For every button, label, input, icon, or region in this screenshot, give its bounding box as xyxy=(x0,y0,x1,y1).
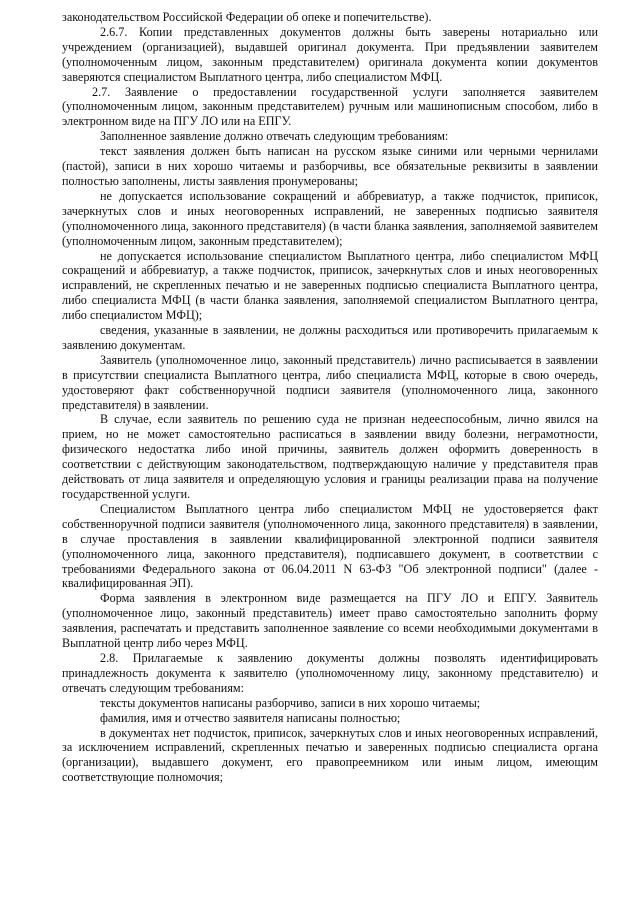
paragraph-requirement-no-abbreviations-specialist: не допускается использование специалистом Выплатного центра, либо специалистом МФЦ сокращений и аббревиатур, а также подчисток, приписок, зачеркнутых слов и иных неоговоренных исправлений, не скрепленных печатью и не заверенных подписью специалиста Выплатного центра, либо специалиста МФЦ (в части бланка заявления, заполняемой специалистом Выплатного центра, либо специалистом МФЦ); xyxy=(62,248,598,323)
paragraph-2-7: 2.7. Заявление о предоставлении государственной услуги заполняется заявителем (уполномоченным лицом, законным представителем) ручным или машинописным способом, либо в электронном виде на ПГУ ЛО или на ЕПГУ. xyxy=(62,84,598,129)
paragraph-requirement-text: текст заявления должен быть написан на русском языке синими или черными чернилами (пастой), записи в них хорошо читаемы и разборчивы, все обязательные реквизиты в заявлении полностью заполнены, листы заявления пронумерованы; xyxy=(62,144,598,188)
paragraph-continuation: законодательством Российской Федерации об опеке и попечительстве). xyxy=(62,10,432,24)
paragraph-doc-requirement-no-corrections: в документах нет подчисток, приписок, зачеркнутых слов и иных неоговоренных исправлений, за исключением исправлений, скрепленных печатью и заверенных подписью специалиста органа (организации), выдавшего документ, его правопреемником или иным лицом, имеющим соответствующие полномочия; xyxy=(62,725,598,785)
paragraph-applicant-signature: Заявитель (уполномоченное лицо, законный представитель) лично расписывается в заявлении в присутствии специалиста Выплатного центра, либо специалиста МФЦ, которые в свою очередь, удостоверяют факт собственноручной подписи заявителя (уполномоченного лица, законного представителя) в заявлении. xyxy=(62,352,598,412)
paragraph-doc-requirement-legible: тексты документов написаны разборчиво, записи в них хорошо читаемы; xyxy=(100,695,481,710)
paragraph-2-8: 2.8. Прилагаемые к заявлению документы должны позволять идентифицировать принадлежность документа к заявителю (уполномоченному лицу, законному представителю) и отвечать следующим требованиям: xyxy=(62,650,598,695)
paragraph-power-of-attorney: В случае, если заявитель по решению суда не признан недееспособным, лично явился на прием, но не может самостоятельно расписаться в заявлении ввиду болезни, неграмотности, физического недостатка либо иной причины, заявитель должен оформить доверенность в соответствии с действующим законодательством, подтверждающую наличие у представителя прав действовать от лица заявителя и определяющую условия и границы реализации права на получение государственной услуги. xyxy=(62,412,598,501)
paragraph-requirement-consistency: сведения, указанные в заявлении, не должны расходиться или противоречить прилагаемым к заявлению документам. xyxy=(62,323,598,352)
paragraph-doc-requirement-full-name: фамилия, имя и отчество заявителя написаны полностью; xyxy=(100,710,401,725)
paragraph-requirement-no-abbreviations-applicant: не допускается использование сокращений и аббревиатур, а также подчисток, приписок, зачеркнутых слов и иных неоговоренных исправлений, не заверенных подписью заявителя (уполномоченного лица, законного представителя) (в части бланка заявления, заполняемой заявителем (уполномоченным лицом, законным представителем); xyxy=(62,188,598,248)
paragraph-electronic-signature: Специалистом Выплатного центра либо специалистом МФЦ не удостоверяется факт собственноручной подписи заявителя (уполномоченного лица, законного представителя) в заявлении, в случае проставления в заявлении квалифицированной электронной подписи заявителя (уполномоченного лица, законного представителя), подписавшего документ, в соответствии с требованиями Федерального закона от 06.04.2011 N 63-ФЗ "Об электронной подписи" (далее - квалифицированная ЭП). xyxy=(62,501,598,591)
paragraph-2-6-7: 2.6.7. Копии представленных документов должны быть заверены нотариально или учреждением (организацией), выдавшей оригинал документа. При предъявлении заявителем (уполномоченным лицом, законным представителем) оригинала документа копии документов заверяются специалистом Выплатного центра, либо специалистом МФЦ. xyxy=(62,24,598,84)
paragraph-electronic-form: Форма заявления в электронном виде размещается на ПГУ ЛО и ЕПГУ. Заявитель (уполномоченное лицо, законный представитель) имеет право самостоятельно заполнить форму заявления, распечатать и представить заполненное заявление со всеми необходимыми документами в Выплатной центр либо через МФЦ. xyxy=(62,591,598,651)
paragraph-requirements-intro: Заполненное заявление должно отвечать следующим требованиям: xyxy=(100,129,449,144)
